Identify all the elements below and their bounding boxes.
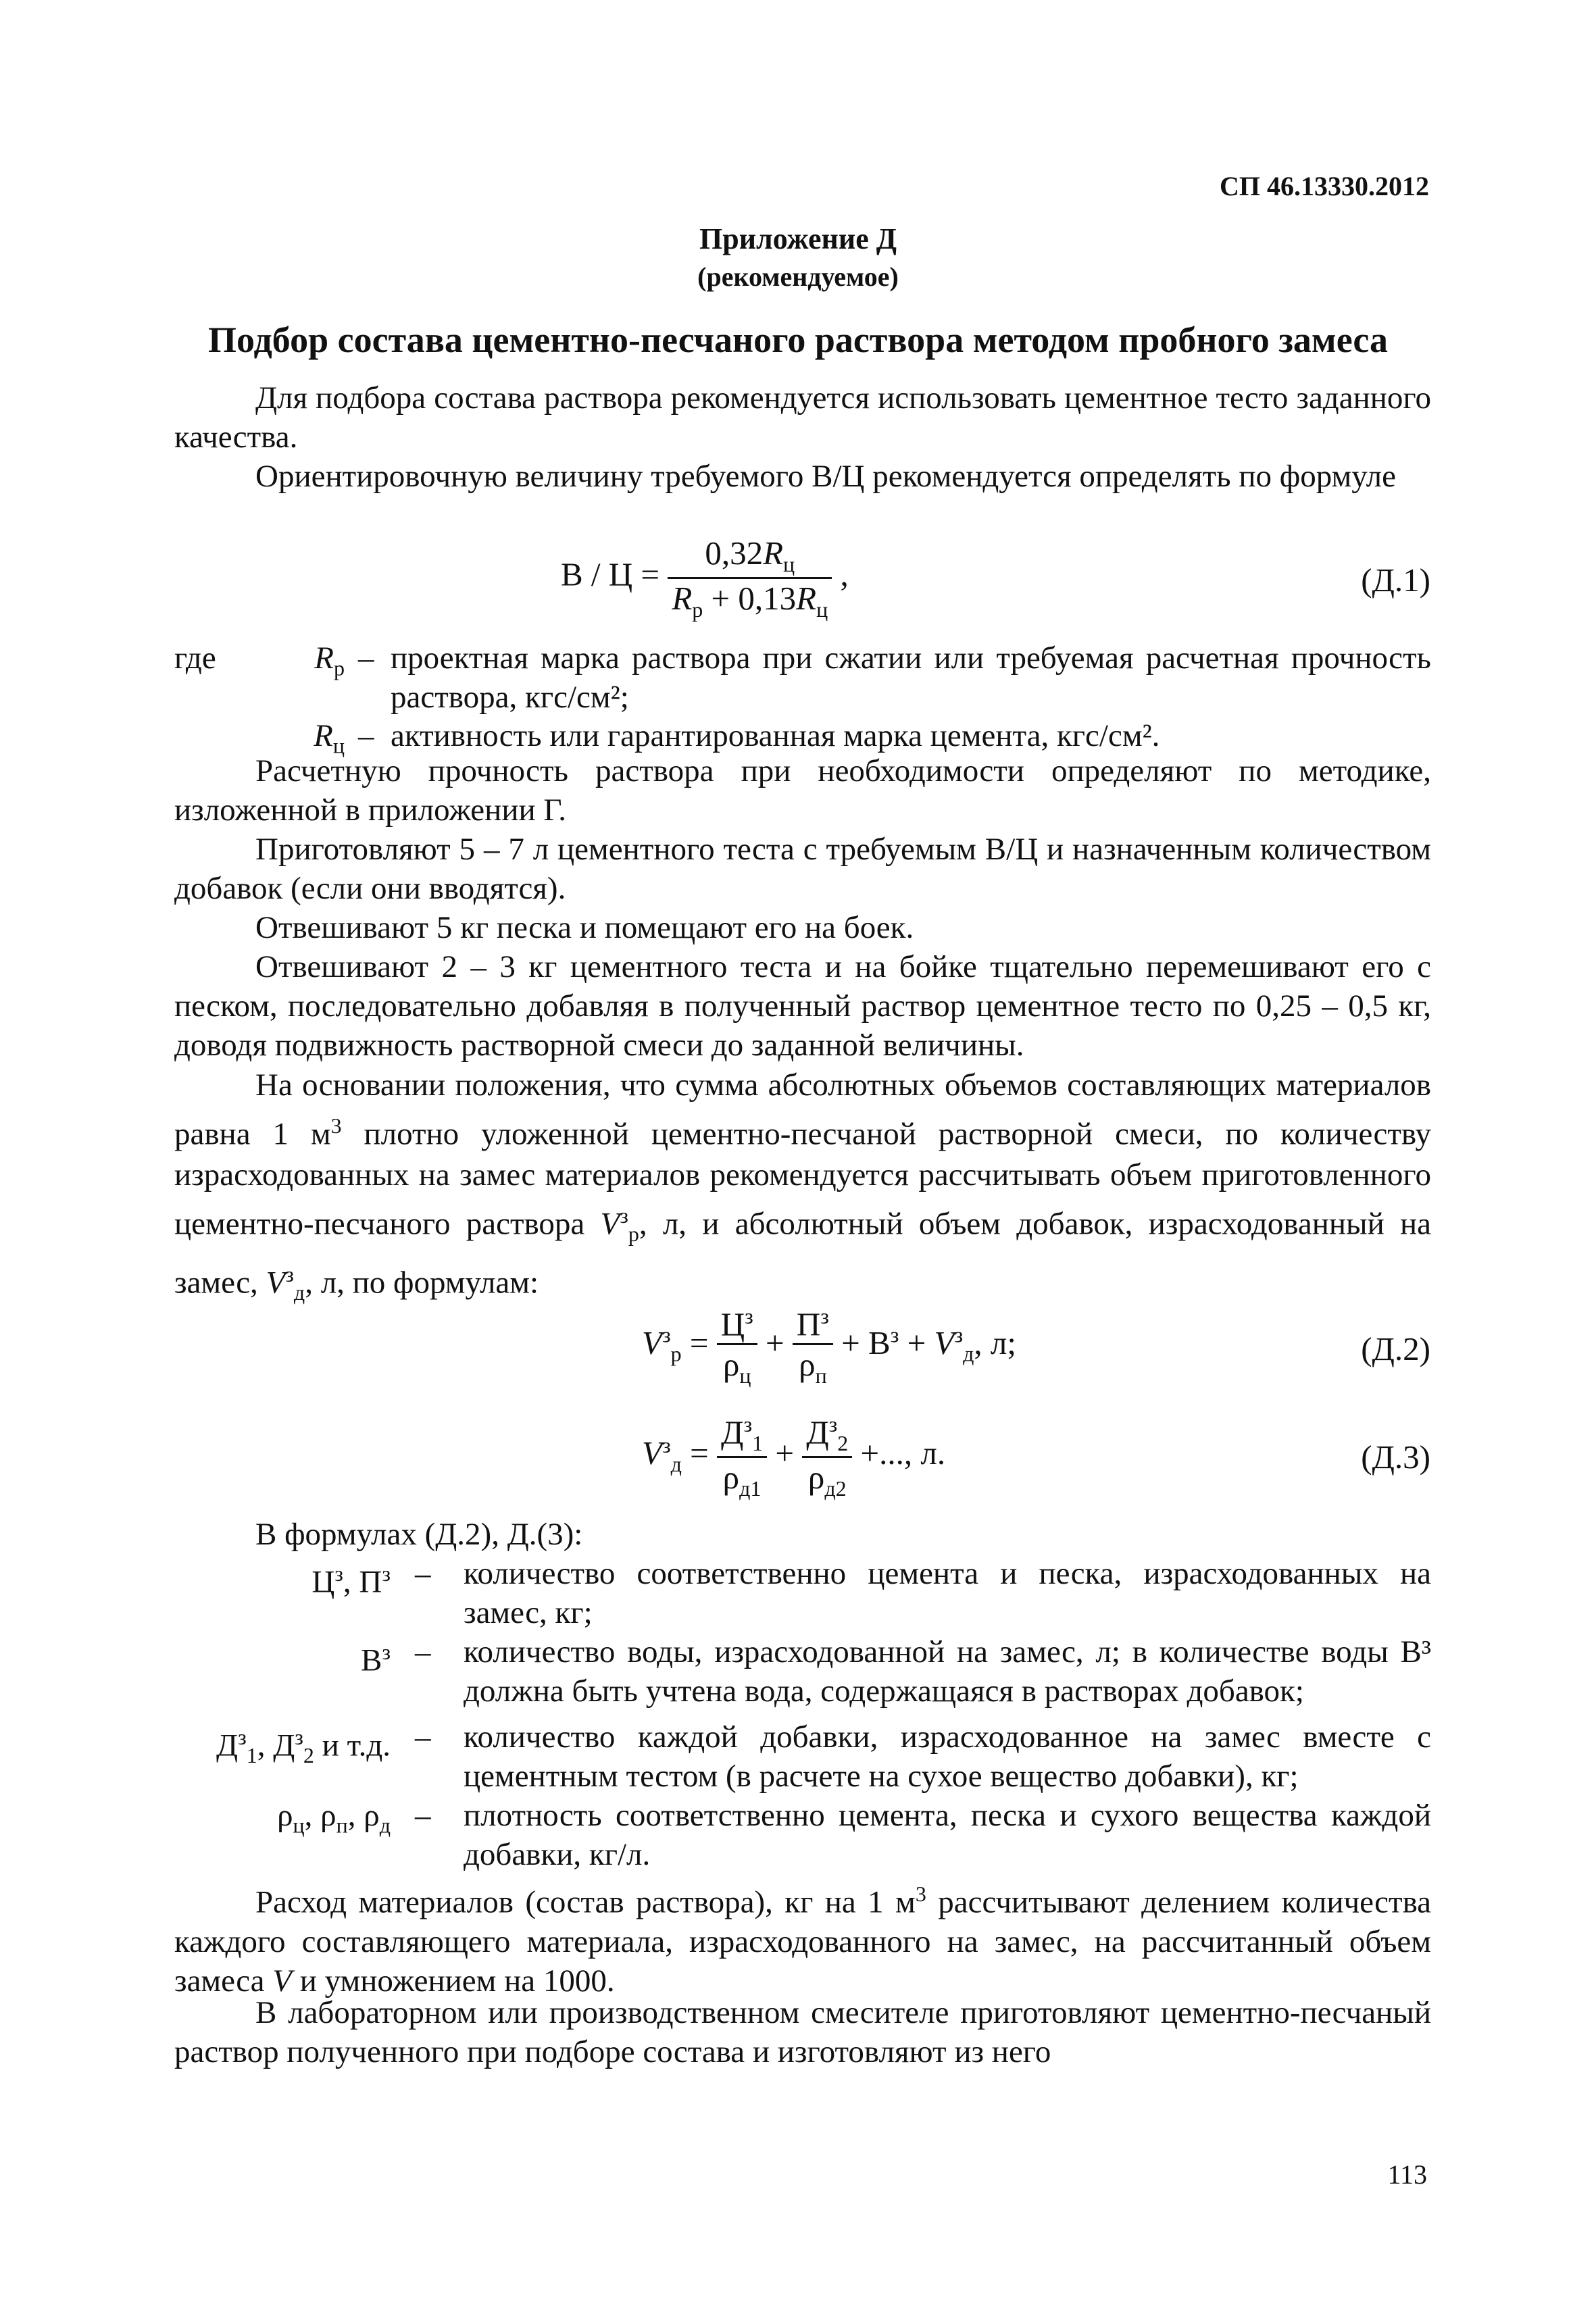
paragraph-formula-legend: В формулах (Д.2), Д.(3):	[255, 1517, 583, 1552]
paragraph-mix: Отвешивают 2 – 3 кг цементного теста и на бойке тщательно перемешивают его с песком, последовательно добавляя в полученный раствор цементное тесто по 0,25 – 0,5 кг, доводя подвижность растворной смеси до заданной величины.	[174, 949, 1431, 1063]
formula-d3: $V^з_д$ = $\frac{Д^з_1}{\rho_{д1}}$ + $\frac{Д^з_2}{\rho_{д2}}$ +..., л.	[642, 1412, 946, 1501]
paragraph-prepare: Приготовляют 5 – 7 л цементного теста с требуемым В/Ц и назначенным количеством добавок (если они вводятся).	[174, 832, 1431, 906]
definition-rp: $R_р$ – проектная марка раствора при сжатии или требуемая расчетная прочность раствора, кгс/см²;	[291, 638, 1432, 720]
page-title: Подбор состава цементно-песчаного раствора методом пробного замеса	[208, 320, 1388, 360]
document-code: СП 46.13330.2012	[1220, 171, 1429, 201]
definition-water-text: количество воды, израсходованной на замес, л; в количестве воды В³ должна быть учтена вода, содержащаяся в растворах добавок;	[464, 1634, 1431, 1709]
paragraph-consumption: Расход материалов (состав раствора), кг на 1 $м^3$ рассчитывают делением количества каждого составляющего материала, израсходованного на замес, на рассчитанный объем замеса V и умножением на 1000.	[174, 1882, 1431, 1998]
paragraph-formula-intro: Ориентировочную величину требуемого В/Ц рекомендуется определять по формуле	[255, 459, 1396, 494]
definition-cement-sand: $Ц^з$, $П^з$ – количество соответственно цемента и песка, израсходованных на замес, кг;	[174, 1554, 1431, 1632]
definition-density: $\rho_ц$, $\rho_п$, $\rho_д$ – плотность соответственно цемента, песка и сухого вещества каждой добавки, кг/л.	[174, 1796, 1431, 1874]
page-number: 113	[1387, 2159, 1427, 2190]
formula-d2: $V^з_р$ = $\frac{Ц^з}{\rho_ц}$ + $\frac{П^з}{\rho_п}$ + $В^з + V^з_д$, л;	[642, 1304, 1016, 1388]
definition-additive-text: количество каждой добавки, израсходованное на замес вместе с цементным тестом (в расчете на сухое вещество добавки), кг;	[464, 1719, 1431, 1794]
definition-cement-sand-text: количество соответственно цемента и песка, израсходованных на замес, кг;	[464, 1556, 1431, 1630]
paragraph-volume: На основании положения, что сумма абсолютных объемов составляющих материалов равна 1 $м^3$ плотно уложенной цементно-песчаной растворной смеси, по количеству израсходованных на замес материалов рекомендуется рассчитывать объем приготовленного цементно-песчаного раствора $V^з_р$, л, и абсолютный объем добавок, израсходованный на замес, $V^з_д$, л, по формулам:	[174, 1067, 1431, 1305]
definition-rc-text: активность или гарантированная марка цемента, кгс/см².	[391, 718, 1160, 753]
definition-density-text: плотность соответственно цемента, песка и сухого вещества каждой добавки, кг/л.	[464, 1798, 1431, 1872]
definition-water: $В^з$ – количество воды, израсходованной на замес, л; в количестве воды В³ должна быть учтена вода, содержащаяся в растворах добавок;	[174, 1632, 1431, 1711]
formula-d3-number: (Д.3)	[1361, 1438, 1430, 1476]
appendix-heading: Приложение Д	[699, 222, 897, 255]
appendix-status: (рекомендуемое)	[697, 261, 899, 292]
where-label: где	[174, 640, 216, 676]
paragraph-strength: Расчетную прочность раствора при необходимости определяют по методике, изложенной в приложении Г.	[174, 753, 1431, 828]
definition-rp-text: проектная марка раствора при сжатии или требуемая расчетная прочность раствора, кгс/см²;	[391, 640, 1431, 715]
paragraph-sand: Отвешивают 5 кг песка и помещают его на боек.	[255, 910, 914, 945]
definition-additive: $Д^з_1$, $Д^з_2$ и т.д. – количество каждой добавки, израсходованное на замес вместе с цементным тестом (в расчете на сухое вещество добавки), кг;	[174, 1717, 1431, 1796]
formula-d2-number: (Д.2)	[1361, 1330, 1430, 1367]
paragraph-mixer: В лабораторном или производственном смесителе приготовляют цементно-песчаный раствор полученного при подборе состава и изготовляют из него	[174, 1995, 1431, 2069]
formula-d1: В / Ц = $\frac{0,32R_ц}{R_р + 0,13R_ц}$ ,	[561, 534, 849, 622]
paragraph-intro: Для подбора состава раствора рекомендуется использовать цементное тесто заданного качества.	[174, 380, 1431, 455]
formula-d1-number: (Д.1)	[1361, 561, 1430, 599]
